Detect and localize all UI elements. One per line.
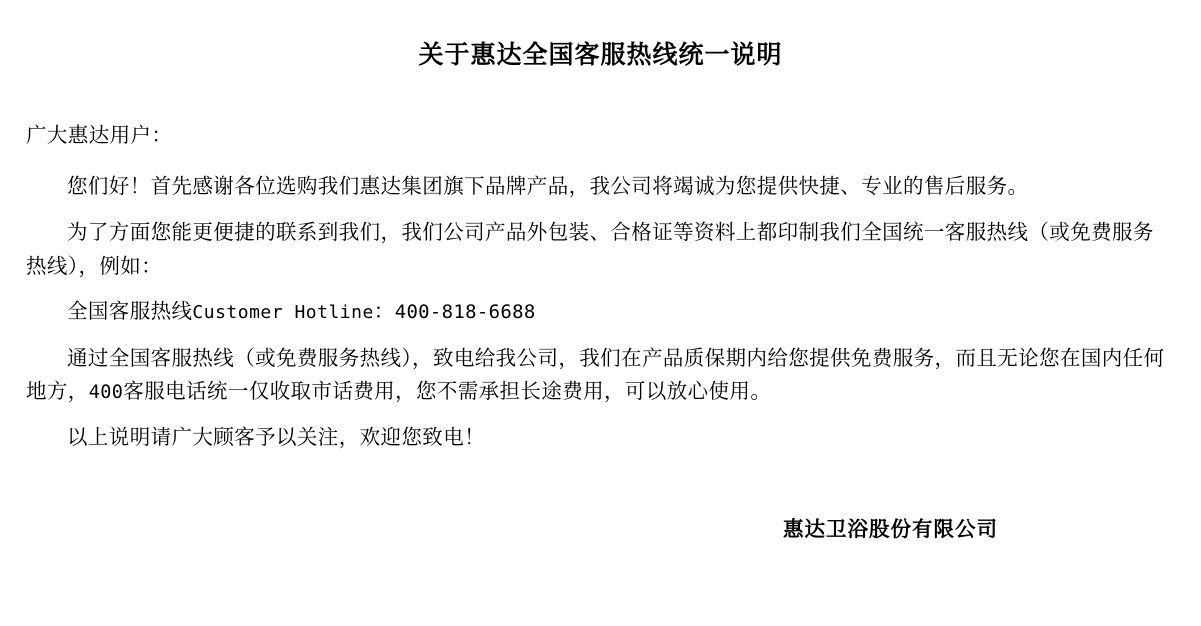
signature-company: 惠达卫浴股份有限公司 (783, 518, 998, 542)
paragraph-closing: 以上说明请广大顾客予以关注，欢迎您致电！ (67, 426, 485, 450)
paragraph-greeting: 您们好！首先感谢各位选购我们惠达集团旗下品牌产品，我公司将竭诚为您提供快捷、专业的售后服务。 (67, 175, 1029, 199)
hotline-number: 400-818-6688 (394, 300, 536, 323)
paragraph-free-service-number: 400 (88, 381, 124, 403)
paragraph-free-service (26, 342, 1173, 408)
paragraph-free-service-part2: 客服电话统一仅收取市话费用，您不需承担长途费用，可以放心使用。 (123, 379, 772, 403)
document-page (0, 38, 1201, 626)
salutation-paragraph: 广大惠达用户： (26, 124, 173, 147)
page-title: 关于惠达全国客服热线统一说明 (418, 41, 783, 69)
hotline-separator: ： (373, 299, 395, 323)
document-body (0, 119, 1201, 542)
hotline-label-cn: 全国客服热线 (67, 299, 193, 323)
paragraph-hotline-intro: 为了方面您能更便捷的联系到我们，我们公司产品外包装、合格证等资料上都印制我们全国统一客服热线（或免费服务热线），例如： (26, 221, 1154, 278)
hotline-label-en: Customer Hotline (192, 301, 374, 323)
hotline-line (26, 296, 1173, 329)
paragraph-free-service-part1: 通过全国客服热线（或免费服务热线），致电给我公司，我们在产品质保期内给您提供免费服务，而且无论您在国内任何地方， (26, 346, 1165, 403)
